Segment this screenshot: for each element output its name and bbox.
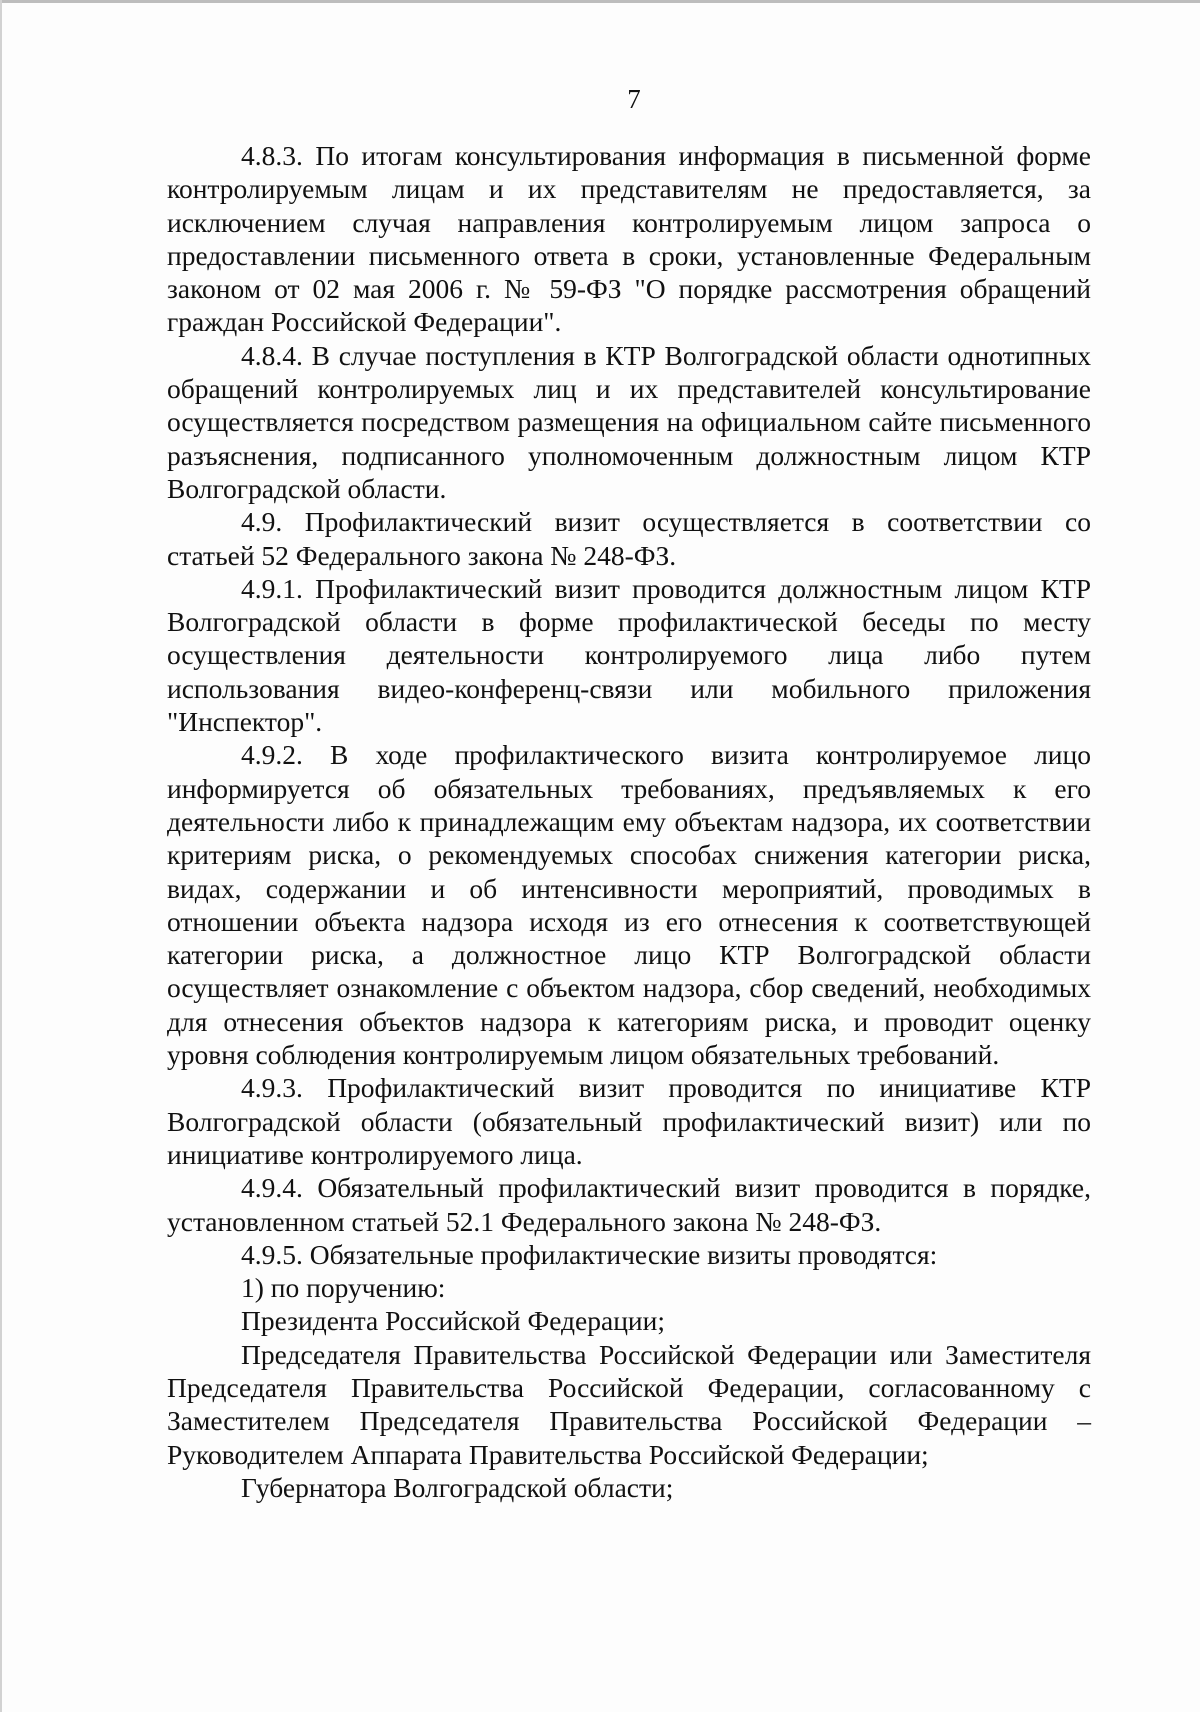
document-body (167, 139, 1091, 1504)
paragraph-4-8-4: 4.8.4. В случае поступления в КТР Волгоградской области однотипных обращений контролируемых лиц и их представителей консультирование осуществляется посредством размещения на официальном сайте письменного разъяснения, подписанного уполномоченным должностным лицом КТР Волгоградской области. (167, 339, 1091, 504)
paragraph-4-9: 4.9. Профилактический визит осуществляется в соответствии со статьей 52 Федерального закона № 248-ФЗ. (167, 506, 1091, 571)
paragraph-4-8-3: 4.8.3. По итогам консультирования информация в письменной форме контролируемым лицам и их представителям не предоставляется, за исключением случая направления контролируемым лицом запроса о предоставлении письменного ответа в сроки, установленные Федеральным законом от 02 мая 2006 г. № 59-ФЗ "О порядке рассмотрения обращений граждан Российской Федерации". (167, 140, 1091, 338)
scan-edge-top (0, 0, 1200, 3)
paragraph-4-9-4: 4.9.4. Обязательный профилактический визит проводится в порядке, установленном статьей 52.1 Федерального закона № 248-ФЗ. (167, 1172, 1091, 1237)
paragraph-4-9-1: 4.9.1. Профилактический визит проводится должностным лицом КТР Волгоградской области в форме профилактической беседы по месту осуществления деятельности контролируемого лица либо путем использования видео-конференц-связи или мобильного приложения "Инспектор". (167, 572, 1091, 738)
paragraph-4-9-5: 4.9.5. Обязательные профилактические визиты проводятся: (241, 1238, 938, 1270)
list-item-chairman: Председателя Правительства Российской Федерации или Заместителя Председателя Правительства Российской Федерации, согласованному с Заместителем Председателя Правительства Российской Федерации – Руководителем Аппарата Правительства Российской Федерации; (167, 1338, 1091, 1470)
scan-edge-left (0, 0, 2, 1712)
list-item-governor: Губернатора Волгоградской области; (241, 1471, 674, 1503)
page-number: 7 (627, 84, 641, 114)
list-item-president: Президента Российской Федерации; (241, 1305, 665, 1337)
paragraph-4-9-3: 4.9.3. Профилактический визит проводится по инициативе КТР Волгоградской области (обязательный профилактический визит) или по инициативе контролируемого лица. (167, 1072, 1091, 1170)
paragraph-4-9-2: 4.9.2. В ходе профилактического визита контролируемое лицо информируется об обязательных требованиях, предъявляемых к его деятельности либо к принадлежащим ему объектам надзора, их соответствии критериям риска, о рекомендуемых способах снижения категории риска, видах, содержании и об интенсивности мероприятий, проводимых в отношении объекта надзора исходя из его отнесения к соответствующей категории риска, а должностное лицо КТР Волгоградской области осуществляет ознакомление с объектом надзора, сбор сведений, необходимых для отнесения объектов надзора к категориям риска, и проводит оценку уровня соблюдения контролируемым лицом обязательных требований. (167, 739, 1091, 1071)
list-item-1-instruction: 1) по поручению: (241, 1272, 446, 1304)
